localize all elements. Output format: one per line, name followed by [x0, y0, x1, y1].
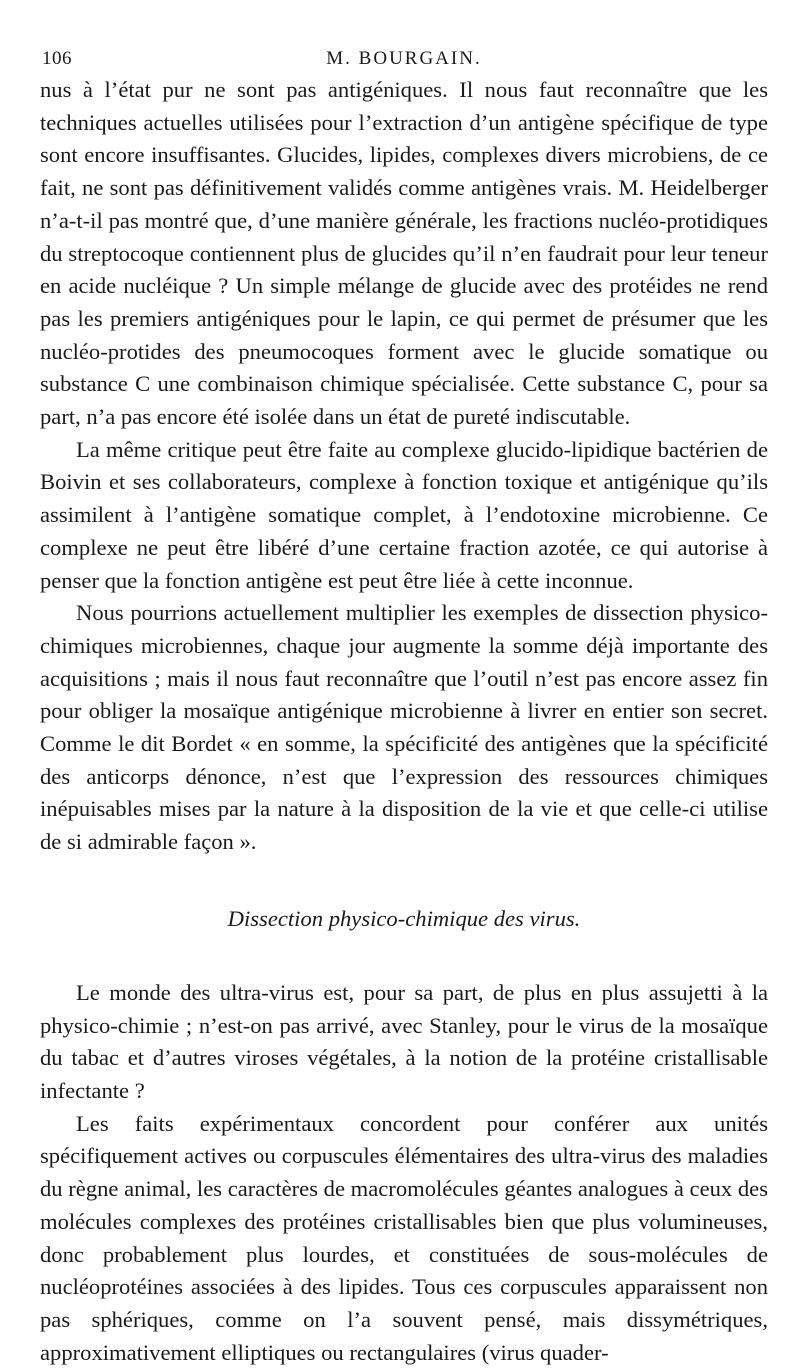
- running-head: M. BOURGAIN.: [326, 48, 482, 69]
- paragraph: La même critique peut être faite au complexe glucido-lipidique bactérien de Boivin et ses collaborateurs, complexe à fonction toxique et antigénique qu’ils assimilent à l’antigène somatique complet, à l’endotoxine microbienne. Ce complexe ne peut être libéré d’une certaine fraction azotée, ce qui autorise à penser que la fonction antigène est peut être liée à cette inconnue.: [40, 436, 768, 593]
- paragraph: Nous pourrions actuellement multiplier les exemples de dissection physico-chimiques microbiennes, chaque jour augmente la somme déjà importante des acquisitions ; mais il nous faut reconnaître que l’outil n’est pas encore assez fin pour obliger la mosaïque antigénique microbienne à livrer en entier son secret. Comme le dit Bordet « en somme, la spécificité des antigènes que la spécificité des anticorps dénonce, n’est que l’expression des ressources chimiques inépuisables mises par la nature à la disposition de la vie et que celle-ci utilise de si admirable façon ».: [40, 600, 768, 855]
- document-page: [40, 38, 768, 1369]
- paragraph: Le monde des ultra-virus est, pour sa part, de plus en plus assujetti à la physico-chimie ; n’est-on pas arrivé, avec Stanley, pour le virus de la mosaïque du tabac et d’autres viroses végétales, à la notion de la protéine cristallisable infectante ?: [40, 979, 768, 1103]
- paragraph: nus à l’état pur ne sont pas antigéniques. Il nous faut reconnaître que les techniques actuelles utilisées pour l’extraction d’un antigène spécifique de type sont encore insuffisantes. Glucides, lipides, complexes divers microbiens, de ce fait, ne sont pas définitivement validés comme antigènes vrais. M. Heidelberger n’a-t-il pas montré que, d’une manière générale, les fractions nucléo-protidiques du streptocoque contiennent plus de glucides qu’il n’en faudrait pour leur teneur en acide nucléique ? Un simple mélange de glucide avec des protéides ne rend pas les premiers antigéniques pour le lapin, ce qui permet de présumer que les nucléo-protides des pneumocoques forment avec le glucide somatique ou substance C une combinaison chimique spécialisée. Cette substance C, pour sa part, n’a pas encore été isolée dans un état de pureté indiscutable.: [40, 77, 768, 430]
- page-header: [40, 38, 768, 74]
- paragraph: Les faits expérimentaux concordent pour conférer aux unités spécifiquement actives ou corpuscules élémentaires des ultra-virus des maladies du règne animal, les caractères de macromolécules géantes analogues à ceux des molécules complexes des protéines cristallisables bien que plus volumineuses, donc probablement plus lourdes, et constituées de sous-molécules de nucléoprotéines associées à des lipides. Tous ces corpuscules apparaissent non pas sphériques, comme on l’a souvent pensé, mais dissymétriques, approximativement elliptiques ou rectangulaires (virus quader-: [40, 1110, 768, 1365]
- section-title: Dissection physico-chimique des virus.: [227, 905, 581, 931]
- page-number: 106: [42, 48, 72, 69]
